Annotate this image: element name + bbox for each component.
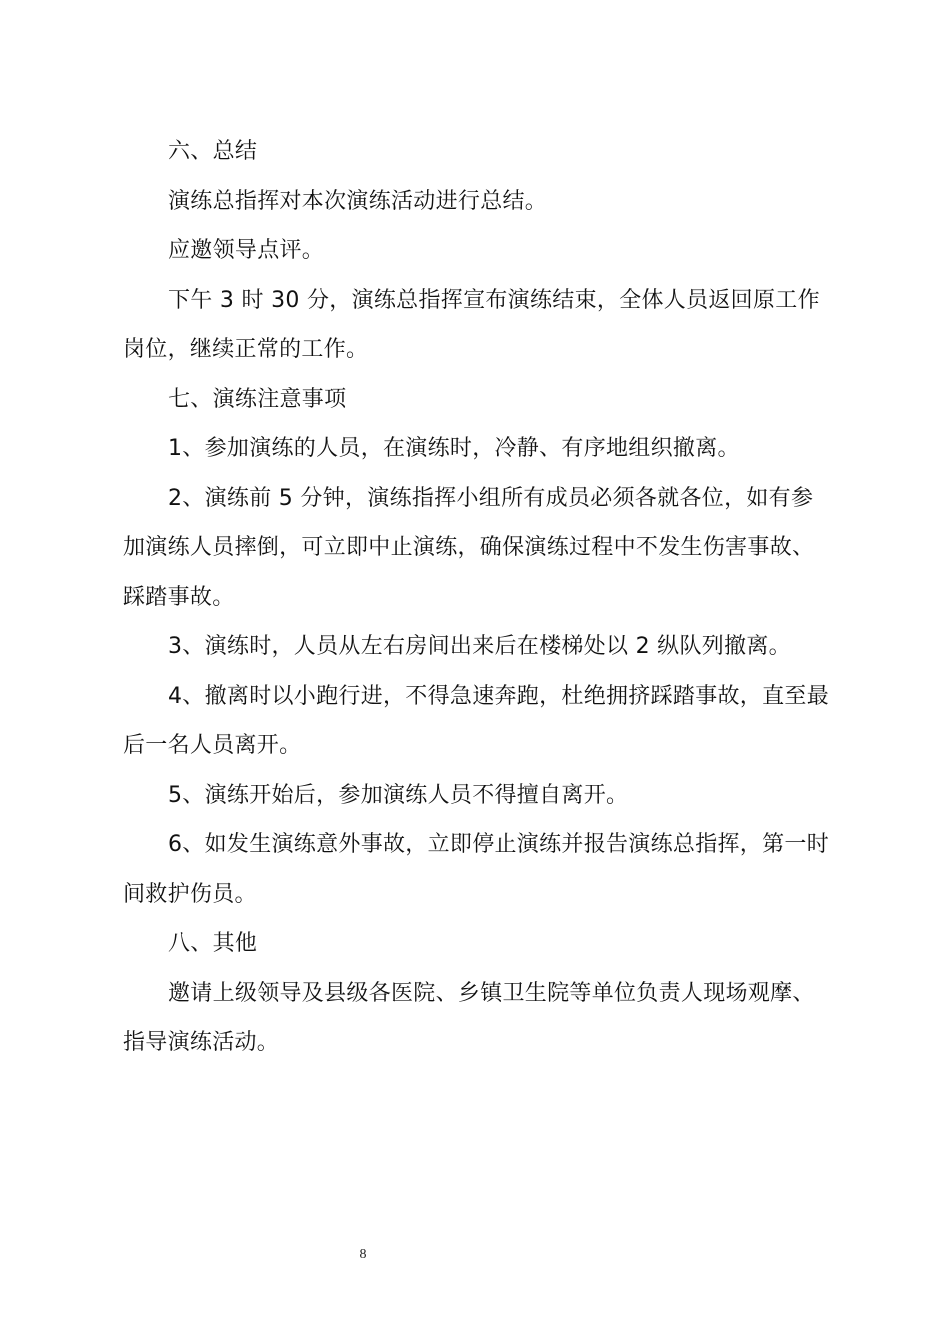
paragraph: 下午 3 时 30 分，演练总指挥宣布演练结束，全体人员返回原工作岗位，继续正常的工作。 — [123, 287, 820, 362]
list-item: 3、演练时，人员从左右房间出来后在楼梯处以 2 纵队列撤离。 — [168, 634, 791, 659]
list-item: 5、演练开始后，参加演练人员不得擅自离开。 — [168, 782, 629, 808]
paragraph: 演练总指挥对本次演练活动进行总结。 — [168, 188, 548, 214]
section-heading-summary: 六、总结 — [168, 139, 258, 164]
list-item: 6、如发生演练意外事故，立即停止演练并报告演练总指挥，第一时间救护伤员。 — [123, 832, 829, 907]
section-heading-notes: 七、演练注意事项 — [168, 386, 347, 412]
list-item: 1、参加演练的人员，在演练时，冷静、有序地组织撤离。 — [168, 436, 740, 461]
section-heading-other: 八、其他 — [168, 931, 258, 956]
paragraph: 应邀领导点评。 — [168, 238, 325, 263]
paragraph: 邀请上级领导及县级各医院、乡镇卫生院等单位负责人现场观摩、指导演练活动。 — [123, 980, 815, 1055]
document-body — [123, 127, 829, 1068]
page-number: 8 — [359, 1247, 367, 1262]
list-item: 2、演练前 5 分钟，演练指挥小组所有成员必须各就各位，如有参加演练人员摔倒，可立即中止演练，确保演练过程中不发生伤害事故、踩踏事故。 — [123, 485, 815, 610]
list-item: 4、撤离时以小跑行进，不得急速奔跑，杜绝拥挤踩踏事故，直至最后一名人员离开。 — [123, 683, 829, 758]
